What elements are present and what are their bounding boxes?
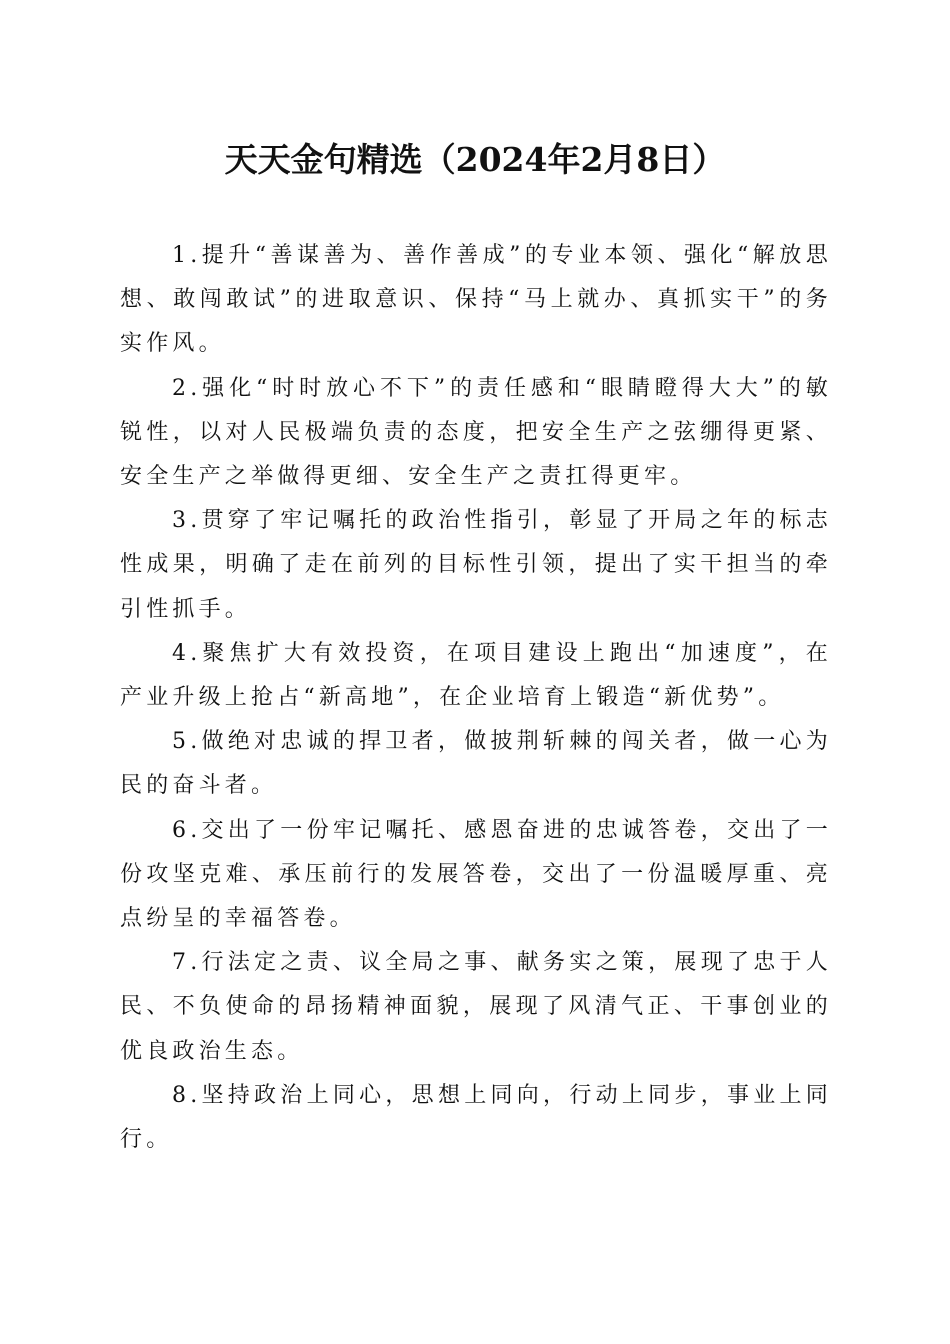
paragraph-5: 5.做绝对忠诚的捍卫者，做披荆斩棘的闯关者，做一心为民的奋斗者。 [120,729,832,799]
document-body [120,234,832,1162]
paragraph-7: 7.行法定之责、议全局之事、献务实之策，展现了忠于人民、不负使命的昂扬精神面貌，展现了风清气正、干事创业的优良政治生态。 [120,950,832,1064]
paragraph-3: 3.贯穿了牢记嘱托的政治性指引，彰显了开局之年的标志性成果，明确了走在前列的目标性引领，提出了实干担当的牵引性抓手。 [120,508,832,622]
paragraph-4: 4.聚焦扩大有效投资，在项目建设上跑出“加速度”，在产业升级上抢占“新高地”，在企业培育上锻造“新优势”。 [120,640,832,711]
paragraph-8: 8.坚持政治上同心，思想上同向，行动上同步，事业上同行。 [120,1082,832,1153]
paragraph-2: 2.强化“时时放心不下”的责任感和“眼睛瞪得大大”的敏锐性，以对人民极端负责的态度，把安全生产之弦绷得更紧、安全生产之举做得更细、安全生产之责扛得更牢。 [120,375,832,490]
document-title: 天天金句精选（2024年2月8日） [224,140,726,179]
paragraph-6: 6.交出了一份牢记嘱托、感恩奋进的忠诚答卷，交出了一份攻坚克难、承压前行的发展答卷，交出了一份温暖厚重、亮点纷呈的幸福答卷。 [120,817,832,932]
paragraph-1: 1.提升“善谋善为、善作善成”的专业本领、强化“解放思想、敢闯敢试”的进取意识、保持“马上就办、真抓实干”的务实作风。 [120,243,832,357]
